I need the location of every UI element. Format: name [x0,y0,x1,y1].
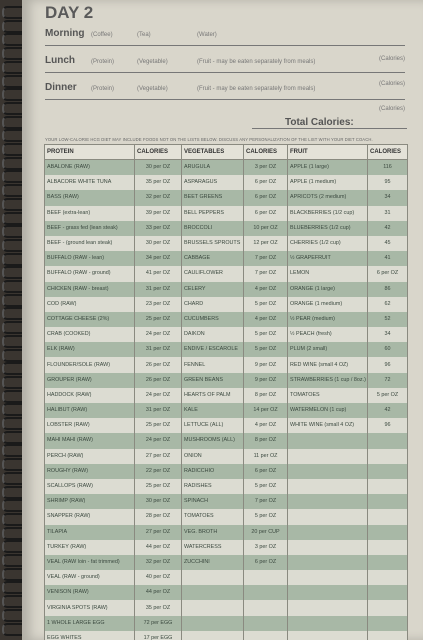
fruit-calories-cell: 45 [368,236,408,251]
meal-label: Morning [45,28,85,39]
protein-cell: ROUGHY (RAW) [45,464,135,479]
table-row [45,236,408,251]
fruit-cell [288,479,368,494]
fruit-calories-cell [368,509,408,524]
fruit-calories-cell: 34 [368,327,408,342]
table-row [45,509,408,524]
protein-calories-cell: 24 per OZ [135,327,182,342]
fruit-cell: APPLE (1 large) [288,160,368,176]
table-row [45,616,408,631]
fruit-calories-cell [368,555,408,570]
day-title: DAY 2 [45,3,94,22]
column-header: PROTEIN [45,145,135,160]
meal-label: Lunch [45,55,75,66]
fruit-calories-cell: 116 [368,160,408,176]
protein-cell: SCALLOPS (RAW) [45,479,135,494]
vegetable-calories-cell: 11 per OZ [244,449,288,464]
fruit-calories-cell: 6 per OZ [368,266,408,281]
fruit-calories-cell: 96 [368,418,408,433]
meal-hint: (Protein) [91,59,115,65]
vegetable-cell [182,570,244,585]
vegetable-calories-cell: 4 per OZ [244,282,288,297]
fruit-cell: ½ PEACH (fresh) [288,327,368,342]
fruit-calories-cell [368,494,408,509]
fruit-cell [288,433,368,448]
protein-calories-cell: 27 per OZ [135,525,182,540]
protein-cell: VIRGINIA SPOTS (RAW) [45,600,135,615]
protein-cell: VENISON (RAW) [45,585,135,600]
fruit-calories-cell: 72 [368,373,408,388]
fruit-cell: LEMON [288,266,368,281]
protein-calories-cell: 40 per OZ [135,570,182,585]
fruit-cell: BLUEBERRIES (1/2 cup) [288,221,368,236]
fruit-calories-cell [368,540,408,555]
protein-cell: ALBACORE WHITE TUNA [45,175,135,190]
fruit-cell: BLACKBERRIES (1/2 cup) [288,206,368,221]
fruit-cell [288,525,368,540]
protein-calories-cell: 34 per OZ [135,251,182,266]
protein-calories-cell: 39 per OZ [135,206,182,221]
protein-calories-cell: 35 per OZ [135,175,182,190]
fruit-cell [288,600,368,615]
fruit-calories-cell [368,449,408,464]
vegetable-cell: GREEN BEANS [182,373,244,388]
meal-hint: (Protein) [91,86,115,92]
protein-cell: COD (RAW) [45,297,135,312]
total-calories-line[interactable] [252,128,407,129]
protein-calories-cell: 25 per OZ [135,312,182,327]
vegetable-calories-cell: 3 per OZ [244,160,288,176]
meal-label: Dinner [45,82,77,93]
protein-calories-cell: 25 per OZ [135,479,182,494]
table-row [45,403,408,418]
vegetable-cell: ENDIVE / ESCAROLE [182,342,244,357]
protein-cell: FLOUNDER/SOLE (RAW) [45,357,135,372]
fruit-cell: ORANGE (1 large) [288,282,368,297]
fruit-calories-cell: 60 [368,342,408,357]
diet-note: YOUR LOW-CALORIE HCG DIET MAY INCLUDE FOODS NOT ON THE LISTS BELOW. DISCUSS ANY PERSONALIZATION OF THE LIST WITH YOUR DIET COACH. [45,137,373,142]
vegetable-cell: LETTUCE (ALL) [182,418,244,433]
protein-calories-cell: 25 per OZ [135,418,182,433]
table-row [45,190,408,205]
vegetable-calories-cell: 5 per OZ [244,342,288,357]
protein-calories-cell: 22 per OZ [135,464,182,479]
vegetable-calories-cell [244,616,288,631]
fruit-calories-cell [368,600,408,615]
protein-cell: HADDOCK (RAW) [45,388,135,403]
vegetable-cell: ASPARAGUS [182,175,244,190]
fruit-cell: APPLE (1 medium) [288,175,368,190]
vegetable-cell: TOMATOES [182,509,244,524]
table-row [45,251,408,266]
vegetable-calories-cell: 7 per OZ [244,494,288,509]
table-row [45,570,408,585]
vegetable-calories-cell: 3 per OZ [244,540,288,555]
protein-cell: CHICKEN (RAW - breast) [45,282,135,297]
fruit-calories-cell: 95 [368,175,408,190]
vegetable-cell: ONION [182,449,244,464]
protein-cell: VEAL (RAW - ground) [45,570,135,585]
fruit-cell: RED WINE (small 4 OZ) [288,357,368,372]
fruit-calories-cell [368,525,408,540]
meal-lunch [45,55,405,87]
protein-cell: BUFFALO (RAW - lean) [45,251,135,266]
fruit-cell: APRICOTS (2 medium) [288,190,368,205]
protein-calories-cell: 44 per OZ [135,585,182,600]
vegetable-calories-cell: 6 per OZ [244,464,288,479]
vegetable-calories-cell: 5 per OZ [244,297,288,312]
vegetable-cell: RADISHES [182,479,244,494]
vegetable-calories-cell: 5 per OZ [244,479,288,494]
vegetable-cell: SPINACH [182,494,244,509]
vegetable-cell: BRUSSELS SPROUTS [182,236,244,251]
fruit-cell [288,494,368,509]
protein-cell: SHRIMP (RAW) [45,494,135,509]
table-row [45,160,408,176]
fruit-calories-cell [368,464,408,479]
meal-dinner [45,82,405,112]
protein-calories-cell: 30 per OZ [135,236,182,251]
fruit-cell: ORANGE (1 medium) [288,297,368,312]
protein-cell: ABALONE (RAW) [45,160,135,176]
protein-calories-cell: 31 per OZ [135,282,182,297]
vegetable-cell [182,600,244,615]
table-row [45,221,408,236]
table-header-row [45,145,408,160]
vegetable-cell: ARUGULA [182,160,244,176]
fruit-cell [288,509,368,524]
protein-calories-cell: 30 per OZ [135,494,182,509]
vegetable-calories-cell: 10 per OZ [244,221,288,236]
vegetable-cell: CAULIFLOWER [182,266,244,281]
protein-cell: BEEF - (ground lean steak) [45,236,135,251]
protein-calories-cell: 26 per OZ [135,357,182,372]
table-row [45,266,408,281]
table-row [45,312,408,327]
vegetable-calories-cell [244,631,288,640]
vegetable-calories-cell: 4 per OZ [244,312,288,327]
vegetable-calories-cell: 12 per OZ [244,236,288,251]
fruit-cell [288,555,368,570]
column-header: FRUIT [288,145,368,160]
vegetable-calories-cell: 14 per OZ [244,403,288,418]
total-calories-label: Total Calories: [285,117,354,128]
meal-hint: (Vegetable) [137,86,168,92]
table-row [45,600,408,615]
vegetable-calories-cell: 4 per OZ [244,418,288,433]
protein-cell: LOBSTER (RAW) [45,418,135,433]
protein-calories-cell: 41 per OZ [135,266,182,281]
vegetable-calories-cell: 7 per OZ [244,251,288,266]
vegetable-calories-cell: 8 per OZ [244,388,288,403]
fruit-cell [288,540,368,555]
vegetable-calories-cell: 5 per OZ [244,327,288,342]
fruit-cell: STRAWBERRIES (1 cup / 8oz.) [288,373,368,388]
fruit-cell [288,585,368,600]
table-row [45,464,408,479]
vegetable-cell: DAIKON [182,327,244,342]
protein-cell: TURKEY (RAW) [45,540,135,555]
protein-cell: PERCH (RAW) [45,449,135,464]
protein-cell: COTTAGE CHEESE (2%) [45,312,135,327]
fruit-calories-cell [368,585,408,600]
vegetable-cell: RADICCHIO [182,464,244,479]
table-row [45,433,408,448]
calories-hint: (Calories) [378,56,405,62]
table-row [45,175,408,190]
protein-cell: HALIBUT (RAW) [45,403,135,418]
vegetable-calories-cell [244,570,288,585]
fruit-calories-cell [368,433,408,448]
writing-line[interactable] [45,99,405,100]
protein-cell: VEAL (RAW loin - fat trimmed) [45,555,135,570]
fruit-cell: WHITE WINE (small 4 OZ) [288,418,368,433]
protein-calories-cell: 17 per EGG [135,631,182,640]
fruit-cell [288,616,368,631]
protein-calories-cell: 32 per OZ [135,555,182,570]
vegetable-cell: FENNEL [182,357,244,372]
vegetable-cell: WATERCRESS [182,540,244,555]
vegetable-cell [182,585,244,600]
fruit-cell: ½ GRAPEFRUIT [288,251,368,266]
table-row [45,357,408,372]
protein-cell: BEEF - grass fed (lean steak) [45,221,135,236]
protein-calories-cell: 31 per OZ [135,403,182,418]
protein-cell: TILAPIA [45,525,135,540]
vegetable-cell: BELL PEPPERS [182,206,244,221]
vegetable-cell: VEG. BROTH [182,525,244,540]
protein-cell: SNAPPER (RAW) [45,509,135,524]
protein-calories-cell: 33 per OZ [135,221,182,236]
vegetable-calories-cell: 6 per OZ [244,190,288,205]
protein-calories-cell: 24 per OZ [135,388,182,403]
protein-cell: BASS (RAW) [45,190,135,205]
fruit-calories-cell: 5 per OZ [368,388,408,403]
column-header: CALORIES [368,145,408,160]
meal-hint: (Water) [197,32,217,38]
table-row [45,449,408,464]
table-row [45,282,408,297]
vegetable-calories-cell: 8 per OZ [244,433,288,448]
vegetable-calories-cell: 20 per CUP [244,525,288,540]
fruit-calories-cell: 52 [368,312,408,327]
vegetable-cell: MUSHROOMS (ALL) [182,433,244,448]
fruit-calories-cell: 34 [368,190,408,205]
fruit-calories-cell [368,570,408,585]
fruit-cell: ½ PEAR (medium) [288,312,368,327]
table-row [45,418,408,433]
fruit-calories-cell [368,616,408,631]
protein-calories-cell: 23 per OZ [135,297,182,312]
table-row [45,479,408,494]
calories-hint: (Calories) [378,106,405,112]
fruit-calories-cell: 42 [368,221,408,236]
protein-calories-cell: 72 per EGG [135,616,182,631]
calories-hint: (Calories) [378,81,405,87]
vegetable-cell: BEET GREENS [182,190,244,205]
table-row [45,525,408,540]
vegetable-cell: HEARTS OF PALM [182,388,244,403]
vegetable-calories-cell: 6 per OZ [244,555,288,570]
vegetable-cell: BROCCOLI [182,221,244,236]
fruit-cell: TOMATOES [288,388,368,403]
table-row [45,388,408,403]
fruit-calories-cell: 42 [368,403,408,418]
fruit-cell [288,464,368,479]
protein-calories-cell: 28 per OZ [135,509,182,524]
fruit-calories-cell [368,631,408,640]
table-row [45,540,408,555]
column-header: CALORIES [135,145,182,160]
fruit-cell [288,570,368,585]
writing-line[interactable] [45,45,405,46]
vegetable-cell: ZUCCHINI [182,555,244,570]
fruit-cell [288,631,368,640]
vegetable-calories-cell: 9 per OZ [244,357,288,372]
vegetable-cell: CHARD [182,297,244,312]
writing-line[interactable] [45,72,405,73]
table-row [45,206,408,221]
meal-hint: (Vegetable) [137,59,168,65]
table-body [45,160,408,640]
fruit-calories-cell: 41 [368,251,408,266]
vegetable-cell: CABBAGE [182,251,244,266]
fruit-calories-cell [368,479,408,494]
vegetable-cell: CUCUMBERS [182,312,244,327]
protein-calories-cell: 35 per OZ [135,600,182,615]
fruit-cell: WATERMELON (1 cup) [288,403,368,418]
meal-hint: (Fruit - may be eaten separately from meals) [197,86,316,92]
fruit-cell: PLUM (2 small) [288,342,368,357]
protein-calories-cell: 26 per OZ [135,373,182,388]
vegetable-cell: CELERY [182,282,244,297]
vegetable-cell: KALE [182,403,244,418]
protein-cell: CRAB (COOKED) [45,327,135,342]
vegetable-cell [182,631,244,640]
table-row [45,327,408,342]
meal-hint: (Fruit - may be eaten separately from meals) [197,59,316,65]
table-row [45,555,408,570]
vegetable-cell [182,616,244,631]
vegetable-calories-cell: 9 per OZ [244,373,288,388]
food-calorie-table [44,144,408,640]
table-row [45,585,408,600]
protein-cell: ELK (RAW) [45,342,135,357]
protein-calories-cell: 44 per OZ [135,540,182,555]
protein-cell: EGG WHITES [45,631,135,640]
fruit-calories-cell: 96 [368,357,408,372]
meal-hint: (Tea) [137,32,151,38]
vegetable-calories-cell: 6 per OZ [244,206,288,221]
protein-cell: 1 WHOLE LARGE EGG [45,616,135,631]
vegetable-calories-cell: 7 per OZ [244,266,288,281]
vegetable-calories-cell: 5 per OZ [244,509,288,524]
protein-calories-cell: 27 per OZ [135,449,182,464]
protein-calories-cell: 24 per OZ [135,433,182,448]
table-row [45,297,408,312]
protein-cell: GROUPER (RAW) [45,373,135,388]
vegetable-calories-cell: 6 per OZ [244,175,288,190]
protein-cell: BEEF (extra-lean) [45,206,135,221]
protein-calories-cell: 31 per OZ [135,342,182,357]
column-header: CALORIES [244,145,288,160]
column-header: VEGETABLES [182,145,244,160]
meal-hint: (Coffee) [91,32,113,38]
protein-calories-cell: 32 per OZ [135,190,182,205]
protein-cell: MAHI MAHI (RAW) [45,433,135,448]
fruit-calories-cell: 31 [368,206,408,221]
table-row [45,342,408,357]
table-row [45,494,408,509]
protein-calories-cell: 30 per OZ [135,160,182,176]
fruit-calories-cell: 86 [368,282,408,297]
fruit-cell: CHERRIES (1/2 cup) [288,236,368,251]
vegetable-calories-cell [244,600,288,615]
vegetable-calories-cell [244,585,288,600]
table-row [45,631,408,640]
table-row [45,373,408,388]
protein-cell: BUFFALO (RAW - ground) [45,266,135,281]
fruit-calories-cell: 62 [368,297,408,312]
fruit-cell [288,449,368,464]
